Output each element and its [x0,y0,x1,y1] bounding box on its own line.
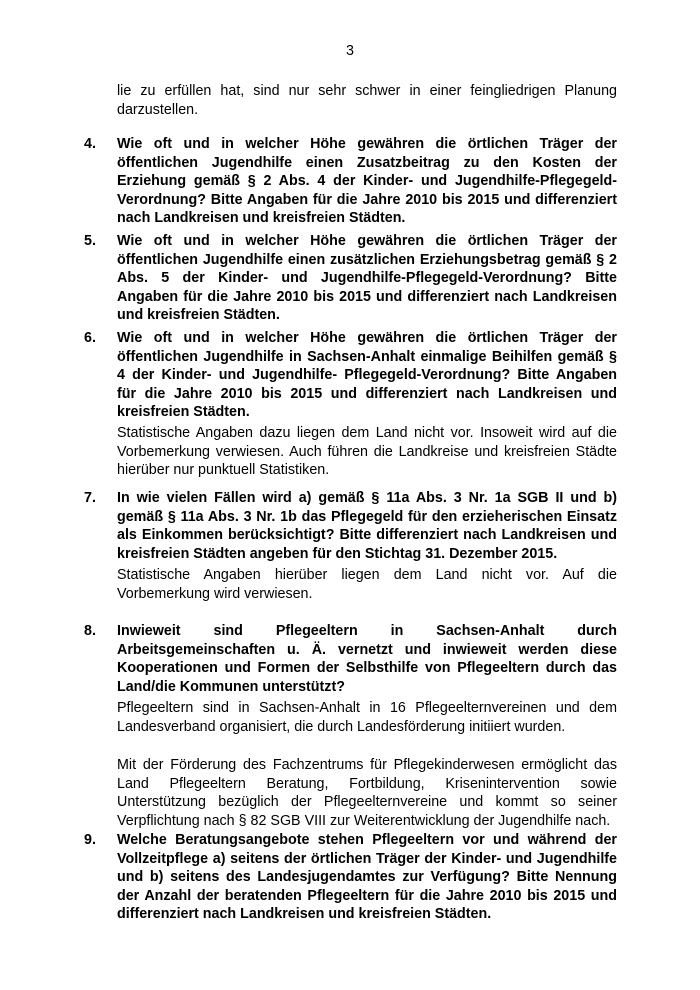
page-number: 3 [346,43,354,59]
item-4-number: 4. [84,136,96,152]
item-8-answer-2: Mit der Förderung des Fachzentrums für Pflegekinderwesen ermöglicht das Land Pflegeeltern Beratung, Fortbildung, Krisenintervention sowie Unterstützung bezüglich der Pflegeelternvereine und kommt so seiner Verpflichtung nach § 82 SGB VIII zur Weiterentwicklung der Jugendhilfe nach. [117,757,617,829]
item-5-number: 5. [84,233,96,249]
item-7-answer: Statistische Angaben hierüber liegen dem Land nicht vor. Auf die Vorbemerkung wird verwiesen. [117,567,617,602]
item-8-answer-1: Pflegeeltern sind in Sachsen-Anhalt in 16 Pflegeelternvereinen und dem Landesverband organisiert, die durch Landesförderung initiiert wurden. [117,700,617,735]
intro-continuation-paragraph: lie zu erfüllen hat, sind nur sehr schwer in einer feingliedrigen Planung darzustellen. [117,83,617,118]
item-8-question: Inwieweit sind Pflegeeltern in Sachsen-Anhalt durch Arbeitsgemeinschaften u. Ä. vernetzt und inwieweit werden diese Kooperationen und Formen der Selbsthilfe von Pflegeeltern durch das Land/die Kommunen unterstützt? [117,623,617,695]
item-9-question: Welche Beratungsangebote stehen Pflegeeltern vor und während der Vollzeitpflege a) seitens der örtlichen Träger der Kinder- und Jugendhilfe und b) seitens des Landesjugendamtes zur Verfügung? Bitte Nennung der Anzahl der beratenden Pflegeeltern für die Jahre 2010 bis 2015 und differenziert nach Landkreisen und kreisfreien Städten. [117,832,617,923]
item-7-question: In wie vielen Fällen wird a) gemäß § 11a Abs. 3 Nr. 1a SGB II und b) gemäß § 11a Abs. 3 Nr. 1b das Pflegegeld für den erzieherischen Einsatz als Einkommen berücksichtigt? Bitte differenziert nach Landkreisen und kreisfreien Städten angeben für den Stichtag 31. Dezember 2015. [117,490,617,562]
item-6-answer: Statistische Angaben dazu liegen dem Land nicht vor. Insoweit wird auf die Vorbemerkung verwiesen. Auch führen die Landkreise und kreisfreien Städte hierüber nur punktuell Statistiken. [117,425,617,479]
item-8-number: 8. [84,623,96,639]
item-9-number: 9. [84,832,96,848]
item-6-number: 6. [84,330,96,346]
item-4-question: Wie oft und in welcher Höhe gewähren die örtlichen Träger der öffentlichen Jugendhilfe einen Zusatzbeitrag zu den Kosten der Erziehung gemäß § 2 Abs. 4 der Kinder- und Jugendhilfe-Pflegegeld-Verordnung? Bitte Angaben für die Jahre 2010 bis 2015 und differenziert nach Landkreisen und kreisfreien Städten. [117,136,617,227]
item-7-number: 7. [84,490,96,506]
item-6-question: Wie oft und in welcher Höhe gewähren die örtlichen Träger der öffentlichen Jugendhilfe in Sachsen-Anhalt einmalige Beihilfen gemäß § 4 der Kinder- und Jugendhilfe- Pflegegeld-Verordnung? Bitte Angaben für die Jahre 2010 bis 2015 und differenziert nach Landkreisen und kreisfreien Städten. [117,330,617,421]
item-5-question: Wie oft und in welcher Höhe gewähren die örtlichen Träger der öffentlichen Jugendhilfe einen zusätzlichen Erziehungsbetrag gemäß § 2 Abs. 5 der Kinder- und Jugendhilfe-Pflegegeld-Verordnung? Bitte Angaben für die Jahre 2010 bis 2015 und differenziert nach Landkreisen und kreisfreien Städten. [117,233,617,324]
